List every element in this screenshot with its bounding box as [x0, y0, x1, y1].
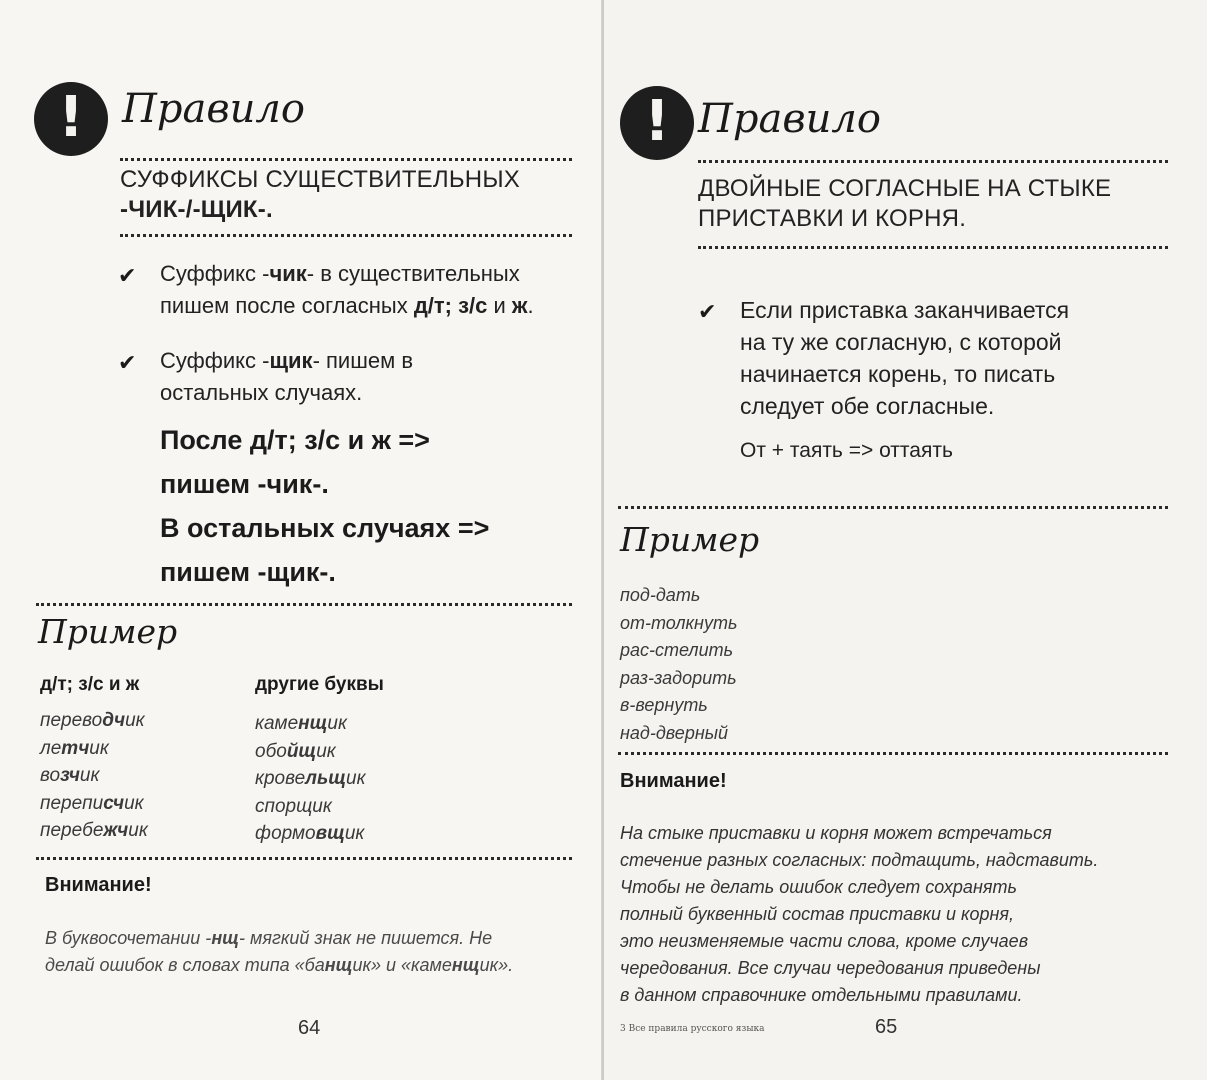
highlight: зч	[60, 765, 80, 786]
example-heading: Пример	[38, 612, 178, 651]
attention-line: чередования. Все случаи чередования приведены	[620, 958, 1041, 978]
text: перебе	[40, 820, 104, 841]
suffix-chik: чик	[269, 261, 307, 286]
list-item	[40, 707, 148, 735]
attention-text	[620, 820, 1180, 1009]
text: и	[487, 293, 512, 318]
text: ик	[89, 737, 109, 759]
list-item: под-дать	[620, 585, 701, 605]
highlight: нщ	[451, 955, 480, 975]
highlight: нщ	[211, 928, 240, 948]
text: каме	[255, 713, 299, 734]
attention-title: Внимание!	[620, 770, 727, 792]
highlight: жч	[103, 820, 129, 841]
word-list-2	[255, 710, 366, 848]
rule-item-1	[160, 258, 560, 322]
attention-line: в данном справочнике отдельными правилами.	[620, 985, 1023, 1005]
text: ик	[125, 710, 145, 731]
rule-title-line-2: -ЧИК-/-ЩИК-.	[120, 196, 273, 223]
text: .	[527, 293, 534, 318]
attention-line: Чтобы не делать ошибок следует сохранять	[620, 877, 1017, 897]
list-item: от-толкнуть	[620, 612, 738, 633]
text: ик	[346, 768, 366, 789]
divider	[698, 246, 1168, 249]
list-item: над-дверный	[620, 722, 728, 743]
rule-heading: Правило	[122, 86, 305, 132]
text: ик	[124, 792, 144, 814]
text: ле	[40, 737, 62, 759]
checkmark-icon: ✔	[698, 299, 717, 324]
rule-title-line: ДВОЙНЫЕ СОГЛАСНЫЕ НА СТЫКЕ	[698, 175, 1112, 202]
footer-note: 3 Все правила русского языка	[620, 1024, 765, 1034]
divider	[618, 506, 1168, 509]
text: В буквосочетании -	[45, 928, 212, 948]
text: Суффикс -	[160, 261, 270, 286]
rule-summary	[160, 418, 580, 594]
attention-line: это неизменяемые части слова, кроме случаев	[620, 931, 1029, 951]
list-item: рас-стелить	[620, 640, 734, 660]
text: спорщик	[255, 795, 332, 817]
summary-line: пишем -чик-.	[160, 469, 329, 499]
list-item: в-вернуть	[620, 695, 708, 715]
page-number: 65	[875, 1016, 898, 1038]
list-item	[255, 820, 366, 848]
column-header-2: другие буквы	[255, 674, 384, 695]
text: во	[40, 765, 61, 786]
divider	[120, 158, 572, 161]
attention-title: Внимание!	[45, 874, 152, 896]
highlight: йщ	[286, 740, 317, 762]
text: - мягкий знак не пишется. Не делай ошибок в словах типа «ба	[45, 928, 493, 975]
summary-line: В остальных случаях =>	[160, 513, 490, 543]
list-item	[40, 817, 148, 845]
rule-heading: Правило	[698, 96, 881, 142]
divider	[698, 160, 1168, 163]
rule-item-2	[160, 345, 460, 409]
text: перево	[40, 710, 103, 731]
text: перепи	[40, 792, 104, 814]
highlight: нщ	[324, 955, 353, 975]
rule-line: на ту же согласную, с которой	[740, 329, 1062, 355]
rule-formula: От + таять => оттаять	[740, 439, 953, 462]
list-item	[40, 735, 148, 763]
text: ик	[327, 713, 347, 734]
highlight: льщ	[305, 768, 347, 789]
highlight: нщ	[298, 713, 328, 734]
rule-line: Если приставка заканчивается	[740, 297, 1070, 323]
list-item	[255, 710, 366, 738]
word-list	[620, 582, 737, 747]
summary-line: пишем -щик-.	[160, 557, 336, 587]
attention-text	[45, 925, 545, 979]
highlight: сч	[103, 792, 125, 814]
text: формо	[255, 823, 316, 844]
list-item: раз-задорить	[620, 667, 737, 688]
divider	[36, 857, 572, 860]
divider	[36, 603, 572, 606]
rule-title	[120, 165, 580, 225]
divider	[120, 234, 572, 237]
text: ик	[79, 765, 100, 786]
example-heading: Пример	[620, 520, 760, 559]
checkmark-icon: ✔	[118, 263, 137, 288]
divider	[618, 752, 1168, 755]
summary-line: После д/т; з/с и ж =>	[160, 425, 430, 455]
text: ик	[316, 740, 336, 762]
text: крове	[255, 768, 306, 789]
right-page	[604, 0, 1207, 1080]
rule-title-line-1: СУФФИКСЫ СУЩЕСТВИТЕЛЬНЫХ	[120, 166, 520, 193]
text: ик	[128, 820, 148, 841]
rule-item	[740, 294, 1170, 422]
exclamation-icon	[34, 82, 108, 156]
consonants: д/т; з/с	[413, 293, 488, 318]
list-item	[40, 762, 148, 790]
attention-line: На стыке приставки и корня может встречаться	[620, 823, 1052, 843]
text: - пишем в остальных случаях.	[160, 348, 414, 405]
rule-line: начинается корень, то писать	[740, 361, 1056, 387]
list-item	[40, 790, 148, 818]
left-page	[0, 0, 603, 1080]
attention-line: полный буквенный состав приставки и корня,	[620, 904, 1015, 924]
text: ик».	[479, 955, 514, 975]
rule-line: следует обе согласные.	[740, 393, 995, 419]
highlight: тч	[61, 737, 90, 759]
highlight: дч	[102, 710, 126, 731]
text: ик» и «каме	[352, 955, 452, 975]
rule-title	[698, 174, 1168, 234]
checkmark-icon: ✔	[118, 350, 137, 375]
exclamation-icon	[620, 86, 694, 160]
page-number: 64	[298, 1017, 321, 1039]
column-header-1: д/т; з/с и ж	[40, 674, 140, 695]
highlight: вщ	[315, 823, 345, 844]
list-item	[255, 765, 366, 793]
suffix-shchik: щик	[269, 348, 313, 373]
attention-line: стечение разных согласных: подтащить, надставить.	[620, 850, 1099, 870]
text: ик	[344, 823, 365, 844]
text: Суффикс -	[160, 348, 270, 373]
list-item	[255, 738, 366, 766]
word-list-1	[40, 707, 148, 845]
text: - в существительных пишем после согласных	[160, 261, 520, 318]
consonant-zh: ж	[511, 293, 528, 318]
rule-title-line: ПРИСТАВКИ И КОРНЯ.	[698, 205, 967, 232]
list-item	[255, 793, 366, 821]
text: обо	[255, 740, 287, 762]
